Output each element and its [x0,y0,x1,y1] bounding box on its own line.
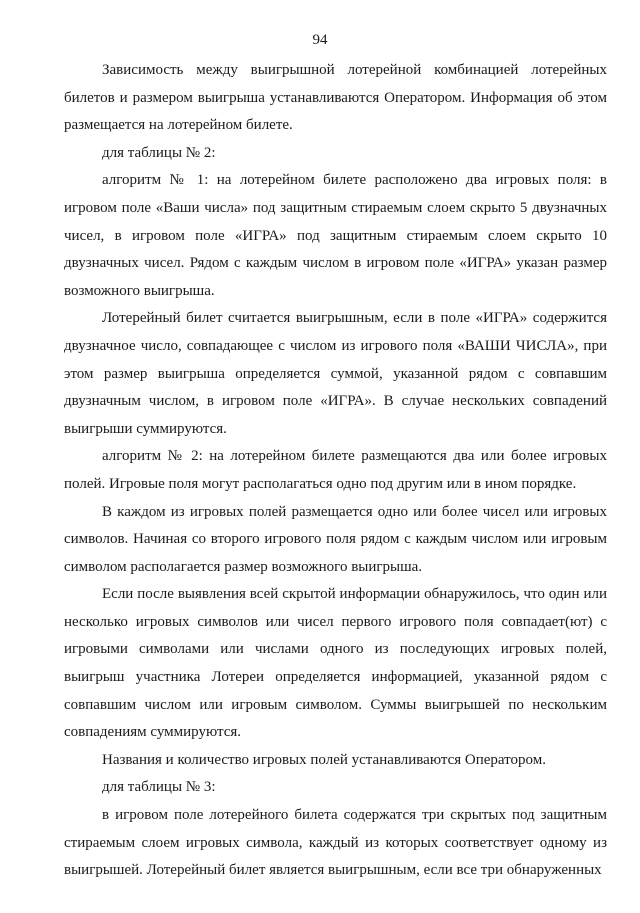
paragraph-algorithm-1: алгоритм № 1: на лотерейном билете расположено два игровых поля: в игровом поле «Ваши числа» под защитным стираемым слоем скрыто 5 двузначных чисел, в игровом поле «ИГРА» под защитным стираемым слоем скрыто 10 двузначных чисел. Рядом с каждым числом в игровом поле «ИГРА» указан размер возможного выигрыша. [64,172,607,299]
paragraph-table-3-heading: для таблицы № 3: [102,779,216,796]
page-number: 94 [312,32,328,48]
paragraph-winning-ticket-rule: Лотерейный билет считается выигрышным, если в поле «ИГРА» содержится двузначное число, совпадающее с числом из игрового поля «ВАШИ ЧИСЛА», при этом размер выигрыша определяется суммой, указанной рядом с совпавшим двузначным числом, в игровом поле «ИГРА». В случае нескольких совпадений выигрыши суммируются. [64,310,607,437]
paragraph-winning-combination: Зависимость между выигрышной лотерейной комбинацией лотерейных билетов и размером выигрыша устанавливаются Оператором. Информация об этом размещается на лотерейном билете. [64,62,607,134]
paragraph-table-3-rule: в игровом поле лотерейного билета содержатся три скрытых под защитным стираемым слоем игровых символа, каждый из которых соответствует одному из выигрышей. Лотерейный билет является выигрышным, если все три обнаруженных [64,807,607,879]
paragraph-table-2-heading: для таблицы № 2: [102,144,216,161]
paragraph-game-fields: В каждом из игровых полей размещается одно или более чисел или игровых символов. Начиная со второго игрового поля рядом с каждым числом или игровым символом располагается размер возможного выигрыша. [64,503,607,575]
paragraph-hidden-info: Если после выявления всей скрытой информации обнаружилось, что один или несколько игровых символов или чисел первого игрового поля совпадает(ют) с игровыми символами или числами одного из последующих игровых полей, выигрыш участника Лотереи определяется информацией, указанной рядом с совпавшим числом или игровым символом. Суммы выигрышей по нескольким совпадениям суммируются. [64,586,607,741]
document-body [64,57,607,885]
paragraph-field-names: Названия и количество игровых полей устанавливаются Оператором. [102,751,546,768]
paragraph-algorithm-2: алгоритм № 2: на лотерейном билете размещаются два или более игровых полей. Игровые поля могут располагаться одно под другим или в ином порядке. [64,448,607,492]
